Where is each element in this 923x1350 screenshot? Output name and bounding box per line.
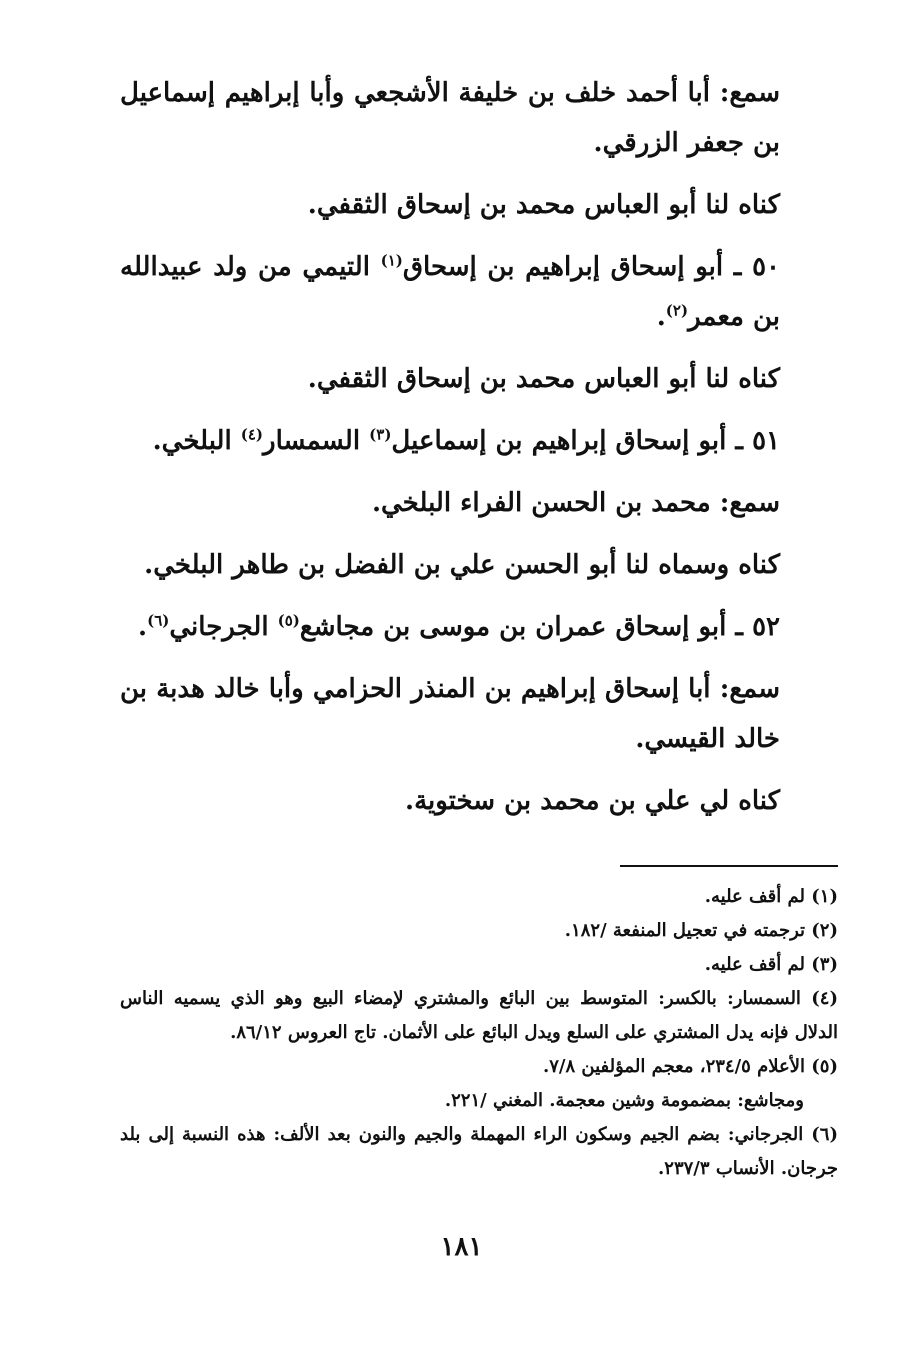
footnote-ref-2: (٢) bbox=[665, 301, 689, 320]
footnote-6: (٦) الجرجاني: بضم الجيم وسكون الراء المهملة والجيم والنون بعد الألف: هذه النسبة إلى بلد جرجان. الأنساب ٢٣٧/٣. bbox=[120, 1124, 838, 1179]
paragraph-heard-3: سمع: أبا إسحاق إبراهيم بن المنذر الحزامي وأبا خالد هدبة بن خالد القيسي. bbox=[120, 674, 780, 754]
footnote-4: (٤) السمسار: بالكسر: المتوسط بين البائع والمشتري لإمضاء البيع وهو الذي يسميه الناس الدلال فإنه يدل المشتري على السلع ويدل البائع على الأثمان. تاج العروس ٨٦/١٢. bbox=[120, 988, 838, 1043]
entry-52-end: . bbox=[138, 612, 148, 642]
main-text bbox=[120, 68, 838, 826]
footnote-5-continuation: ومجاشع: بمضمومة وشين معجمة. المغني /٢٢١. bbox=[444, 1090, 804, 1111]
footnotes bbox=[120, 880, 838, 1186]
footnote-2: (٢) ترجمته في تعجيل المنفعة /١٨٢. bbox=[564, 920, 838, 941]
entry-51 bbox=[120, 416, 838, 466]
footnote-separator bbox=[620, 865, 838, 867]
paragraph-kunya-3: كناه وسماه لنا أبو الحسن علي بن الفضل بن طاهر البلخي. bbox=[144, 550, 780, 580]
footnote-ref-5: (٥) bbox=[277, 611, 300, 630]
paragraph-heard-1: سمع: أبا أحمد خلف بن خليفة الأشجعي وأبا إبراهيم إسماعيل بن جعفر الزرقي. bbox=[120, 78, 780, 158]
entry-52-body: الجرجاني bbox=[169, 612, 278, 642]
entry-51-head: ٥١ ـ أبو إسحاق إبراهيم بن إسماعيل bbox=[391, 426, 780, 456]
footnote-3: (٣) لم أقف عليه. bbox=[704, 954, 838, 975]
entry-51-body: السمسار bbox=[263, 426, 370, 456]
paragraph-heard-2: سمع: محمد بن الحسن الفراء البلخي. bbox=[371, 488, 780, 518]
entry-50 bbox=[120, 242, 838, 342]
paragraph-kunya-4: كناه لي علي بن محمد بن سختوية. bbox=[405, 786, 780, 816]
footnote-ref-3: (٣) bbox=[369, 425, 392, 444]
entry-50-body: التيمي من ولد عبيدالله بن معمر bbox=[120, 252, 780, 332]
paragraph-kunya-2: كناه لنا أبو العباس محمد بن إسحاق الثقفي. bbox=[307, 364, 780, 394]
paragraph-kunya-1: كناه لنا أبو العباس محمد بن إسحاق الثقفي. bbox=[307, 190, 780, 220]
page-number: ١٨١ bbox=[440, 1232, 483, 1262]
footnote-5: (٥) الأعلام ٢٣٤/٥، معجم المؤلفين ٧/٨. bbox=[542, 1056, 838, 1077]
footnote-ref-4: (٤) bbox=[240, 425, 264, 444]
footnote-1: (١) لم أقف عليه. bbox=[704, 886, 838, 907]
entry-52-head: ٥٢ ـ أبو إسحاق عمران بن موسى بن مجاشع bbox=[299, 612, 780, 642]
footnote-ref-1: (١) bbox=[380, 251, 403, 270]
entry-50-head: ٥٠ ـ أبو إسحاق إبراهيم بن إسحاق bbox=[402, 252, 780, 282]
footnote-ref-6: (٦) bbox=[147, 611, 170, 630]
entry-51-end: البلخي. bbox=[152, 426, 241, 456]
entry-52 bbox=[120, 602, 838, 652]
entry-50-end: . bbox=[656, 302, 666, 332]
